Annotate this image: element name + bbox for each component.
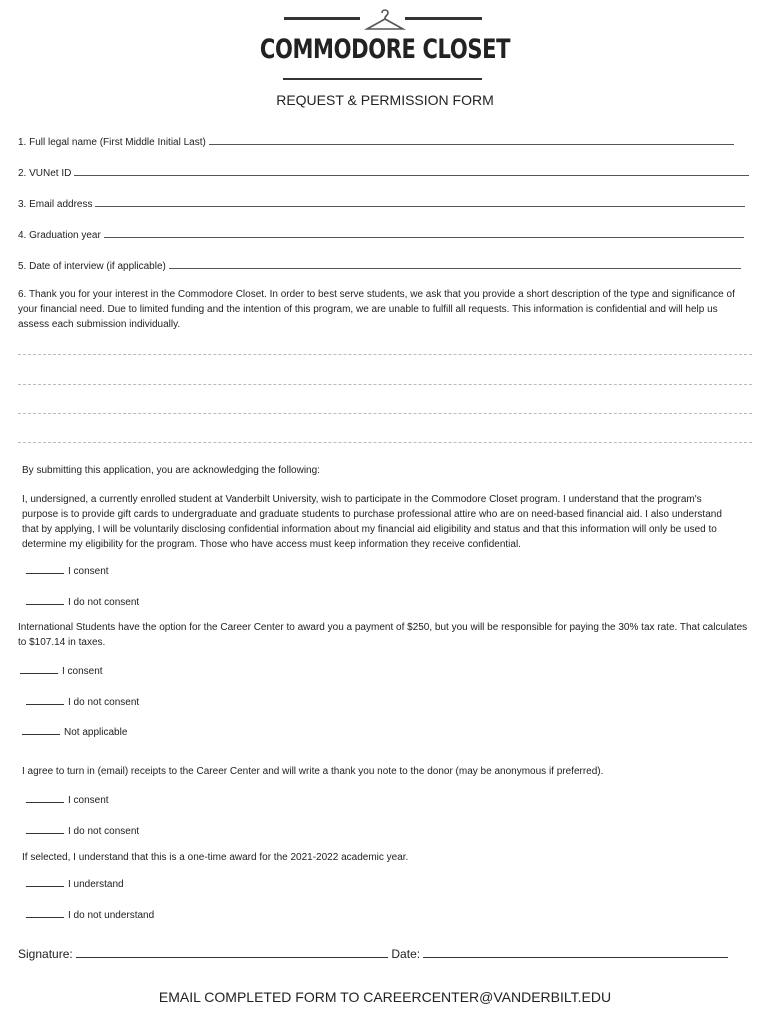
no-consent-option[interactable] <box>26 595 139 608</box>
full-name-field[interactable] <box>18 134 752 148</box>
full-name-line[interactable] <box>209 134 734 145</box>
intl-consent-option[interactable] <box>20 664 103 677</box>
no-consent-label: I do not consent <box>68 597 140 608</box>
no-consent-blank[interactable] <box>26 595 64 605</box>
one-time-award-text: If selected, I understand that this is a one-time award for the 2021-2022 academic year. <box>22 852 409 863</box>
international-students-text: International Students have the option for the Career Center to award you a payment of $250, but you will be responsible for paying the 30% tax rate. That calculates to $107.14 in taxes. <box>18 622 748 648</box>
interview-date-field[interactable] <box>18 258 752 272</box>
commodore-closet-logo <box>0 0 770 90</box>
graduation-year-line[interactable] <box>104 227 744 238</box>
consent-blank[interactable] <box>26 564 64 574</box>
not-understand-label: I do not understand <box>68 910 155 921</box>
date-label: Date: <box>391 947 421 961</box>
signature-label: Signature: <box>18 947 73 961</box>
intl-not-applicable-option[interactable] <box>22 725 127 738</box>
answer-line[interactable] <box>18 354 752 355</box>
intl-no-consent-option[interactable] <box>26 695 139 708</box>
graduation-year-label: 4. Graduation year <box>18 230 101 241</box>
receipts-no-consent-blank[interactable] <box>26 824 64 834</box>
intl-consent-label: I consent <box>62 666 103 677</box>
date-line[interactable] <box>423 946 728 958</box>
receipts-no-consent-label: I do not consent <box>68 826 140 837</box>
receipts-no-consent-option[interactable] <box>26 824 139 837</box>
answer-line[interactable] <box>18 384 752 385</box>
vunet-id-line[interactable] <box>74 165 749 176</box>
signature-row <box>18 946 728 961</box>
logo-title: COMMODORE CLOSET <box>259 34 511 65</box>
vunet-id-field[interactable] <box>18 165 752 179</box>
receipts-consent-option[interactable] <box>26 793 109 806</box>
understand-label: I understand <box>68 879 124 890</box>
form-title: REQUEST & PERMISSION FORM <box>276 92 494 108</box>
intl-na-label: Not applicable <box>64 727 128 738</box>
understand-blank[interactable] <box>26 877 64 887</box>
receipts-consent-blank[interactable] <box>26 793 64 803</box>
graduation-year-field[interactable] <box>18 227 752 241</box>
intl-no-consent-label: I do not consent <box>68 697 140 708</box>
interview-date-line[interactable] <box>169 258 741 269</box>
acknowledgement-text: I, undersigned, a currently enrolled student at Vanderbilt University, wish to participate in the Commodore Closet program. I understand that the program's purpose is to provide gift cards to undergraduate and graduate students to purchase professional attire who are on need-based financial aid. I also understand that by applying, I will be voluntarily disclosing confidential information about my financial aid eligibility and status and that this information will only be used to determine my eligibility for the program. Those who have access must keep information they receive confidential. <box>22 494 722 550</box>
email-label: 3. Email address <box>18 199 93 210</box>
consent-label: I consent <box>68 566 109 577</box>
not-understand-blank[interactable] <box>26 908 64 918</box>
receipts-consent-label: I consent <box>68 795 109 806</box>
not-understand-option[interactable] <box>26 908 154 921</box>
answer-line[interactable] <box>18 413 752 414</box>
acknowledgement-intro: By submitting this application, you are acknowledging the following: <box>22 465 320 476</box>
consent-option[interactable] <box>26 564 109 577</box>
vunet-id-label: 2. VUNet ID <box>18 168 72 179</box>
intl-na-blank[interactable] <box>22 725 60 735</box>
answer-line[interactable] <box>18 442 752 443</box>
full-name-label: 1. Full legal name (First Middle Initial Last) <box>18 137 206 148</box>
intl-consent-blank[interactable] <box>20 664 58 674</box>
email-field[interactable] <box>18 196 752 210</box>
signature-line[interactable] <box>76 946 388 958</box>
understand-option[interactable] <box>26 877 124 890</box>
email-line[interactable] <box>95 196 745 207</box>
interview-date-label: 5. Date of interview (if applicable) <box>18 261 166 272</box>
footer-instruction: EMAIL COMPLETED FORM TO CAREERCENTER@VANDERBILT.EDU <box>158 989 612 1005</box>
question-6-text: 6. Thank you for your interest in the Commodore Closet. In order to best serve students, we ask that you provide a short description of the type and significance of your financial need. Due to limited funding and the intention of this program, we are unable to fulfill all requests. This information is confidential and will help us assess each submission individually. <box>18 289 735 330</box>
receipts-text: I agree to turn in (email) receipts to the Career Center and will write a thank you note to the donor (may be anonymous if preferred). <box>22 766 604 777</box>
hanger-icon <box>363 5 407 33</box>
intl-no-consent-blank[interactable] <box>26 695 64 705</box>
